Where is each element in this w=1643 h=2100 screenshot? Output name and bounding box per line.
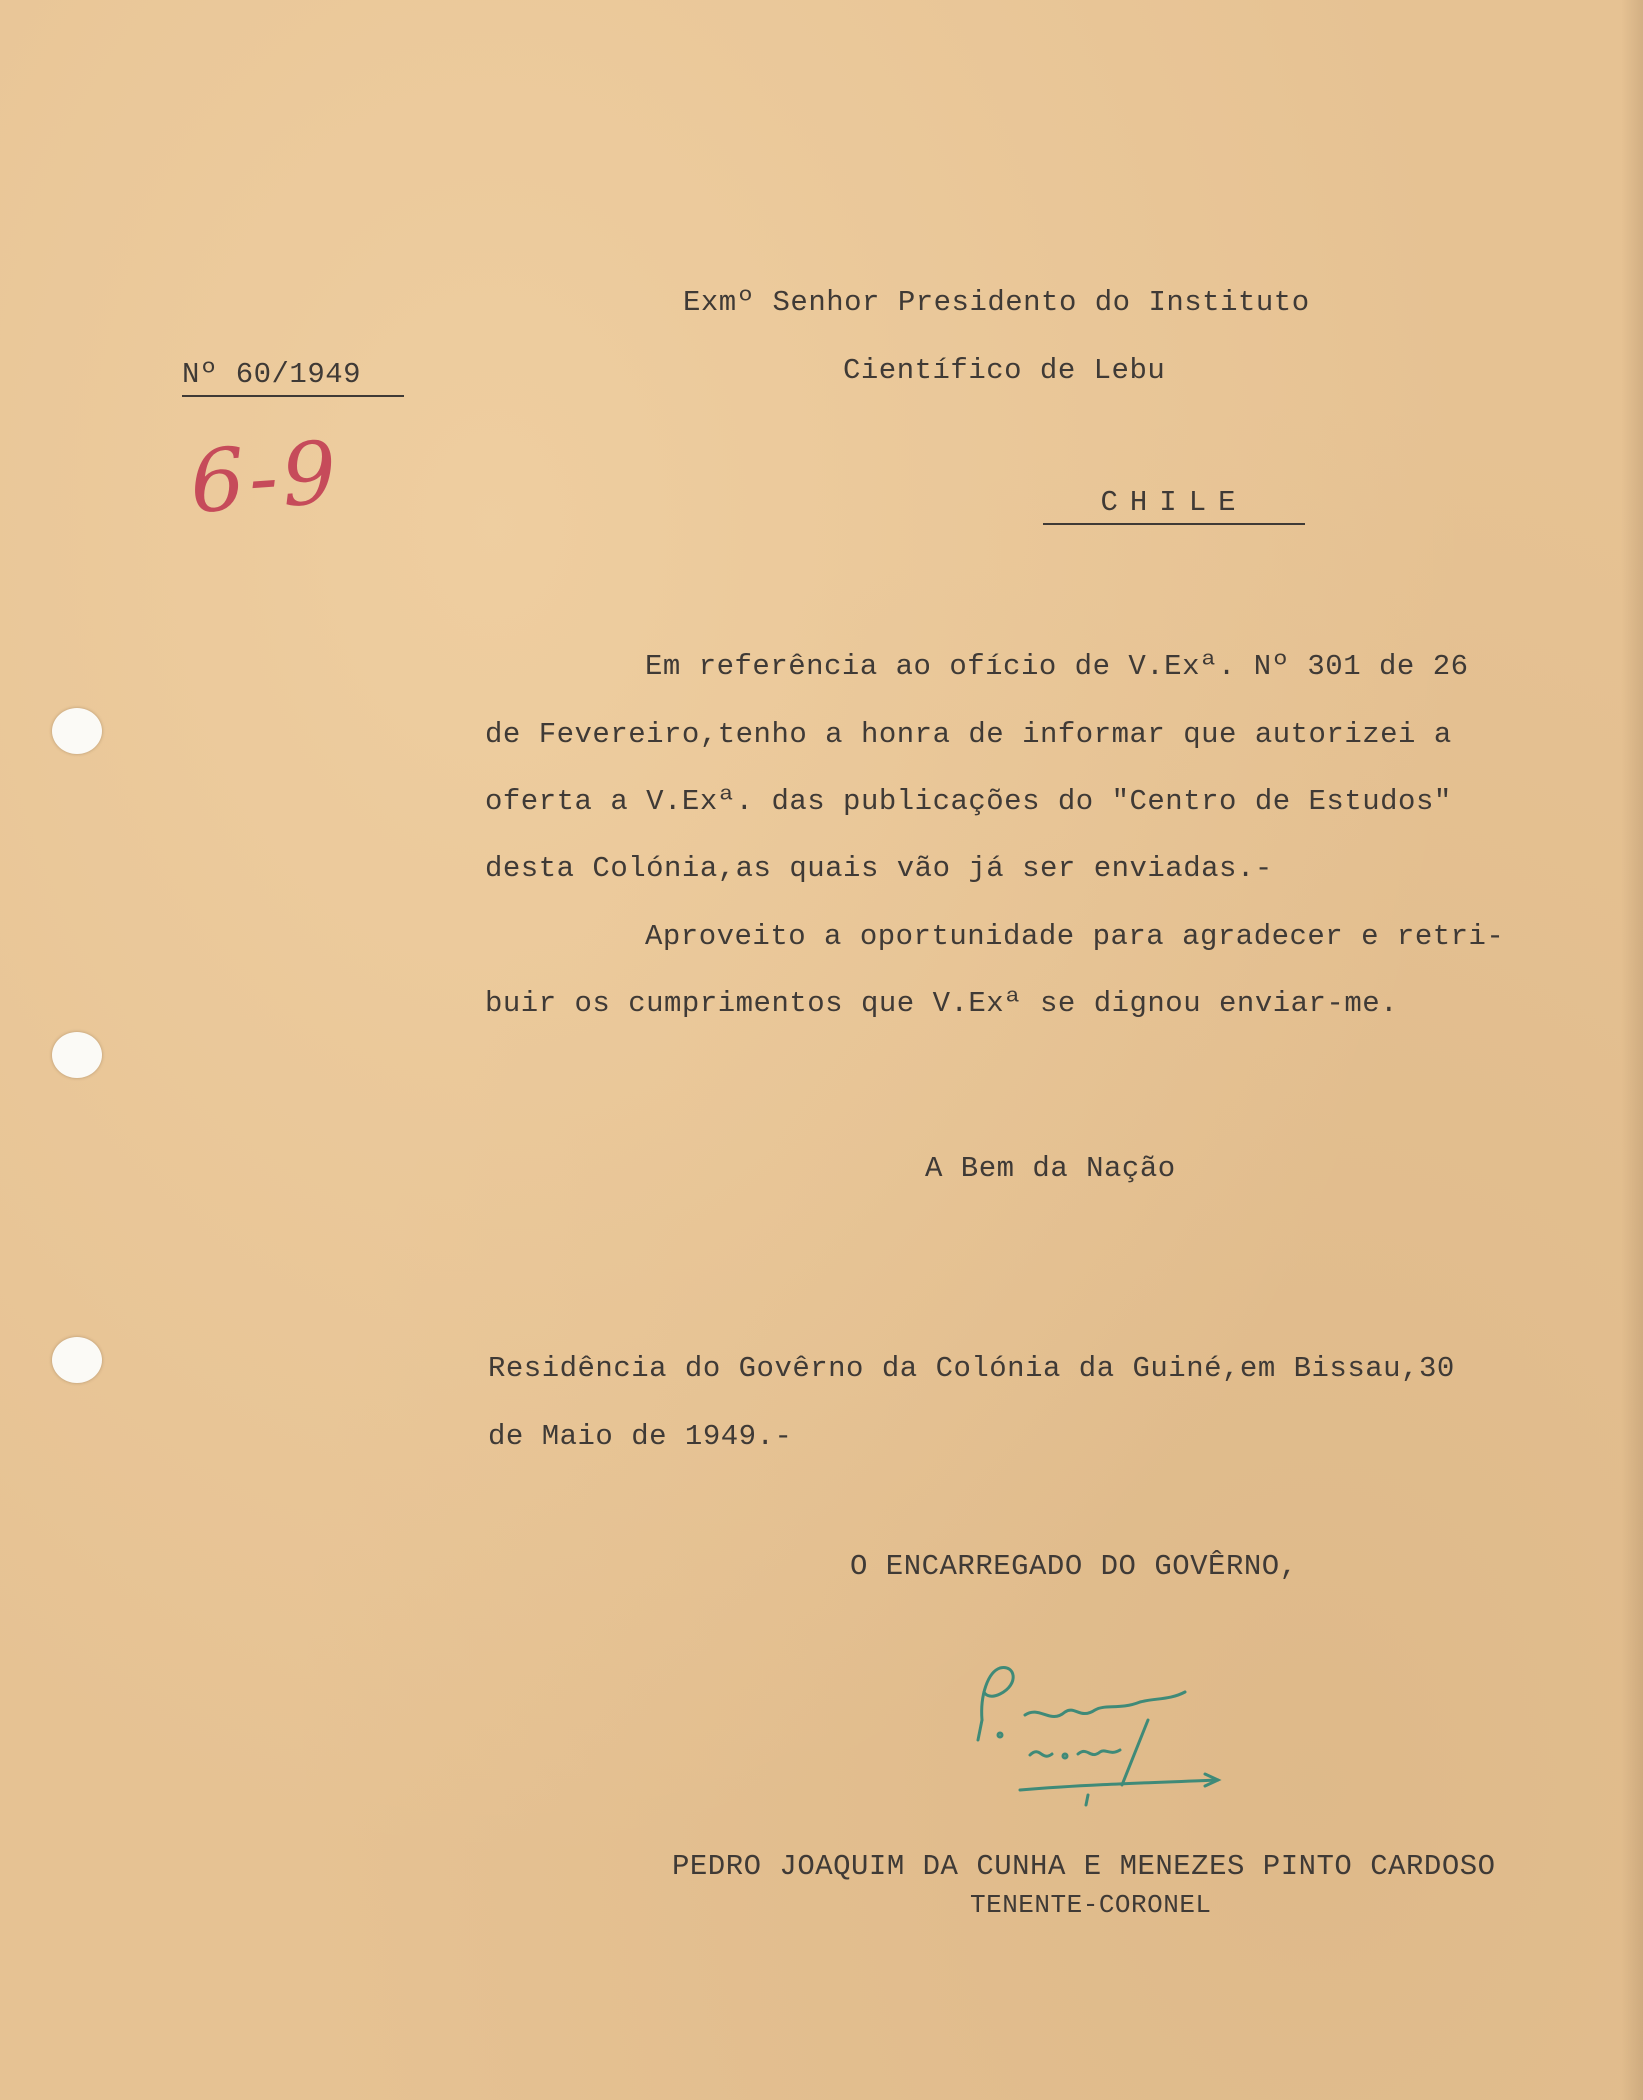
office-title: O ENCARREGADO DO GOVÊRNO, (850, 1550, 1298, 1583)
body-line-1: Em referência ao ofício de V.Exª. Nº 301 de 26 (645, 650, 1469, 683)
paper-edge-shadow (1621, 0, 1643, 2100)
punch-hole-middle (52, 1032, 102, 1078)
body-line-3: oferta a V.Exª. das publicações do "Centro de Estudos" (485, 785, 1452, 818)
punch-hole-bottom (52, 1337, 102, 1383)
handwritten-signature (970, 1650, 1240, 1820)
addressee-line-1: Exmº Senhor Presidento do Instituto (683, 286, 1310, 319)
body-line-2: de Fevereiro,tenho a honra de informar que autorizei a (485, 718, 1452, 751)
place-date-line-1: Residência do Govêrno da Colónia da Guiné,em Bissau,30 (488, 1352, 1455, 1385)
signatory-name: PEDRO JOAQUIM DA CUNHA E MENEZES PINTO CARDOSO (672, 1850, 1496, 1883)
body-line-5: Aproveito a oportunidade para agradecer e retri- (645, 920, 1505, 953)
signatory-rank: TENENTE-CORONEL (970, 1890, 1212, 1920)
addressee-line-2: Científico de Lebu (843, 354, 1166, 387)
closing-salutation: A Bem da Nação (925, 1152, 1176, 1185)
addressee-country: CHILE (1043, 486, 1305, 525)
body-line-6: buir os cumprimentos que V.Exª se dignou enviar-me. (485, 987, 1399, 1020)
handwritten-note: 6-9 (186, 422, 344, 534)
punch-hole-top (52, 708, 102, 754)
reference-number: Nº 60/1949 (182, 358, 404, 397)
place-date-line-2: de Maio de 1949.- (488, 1420, 793, 1453)
body-line-4: desta Colónia,as quais vão já ser enviadas.- (485, 852, 1273, 885)
